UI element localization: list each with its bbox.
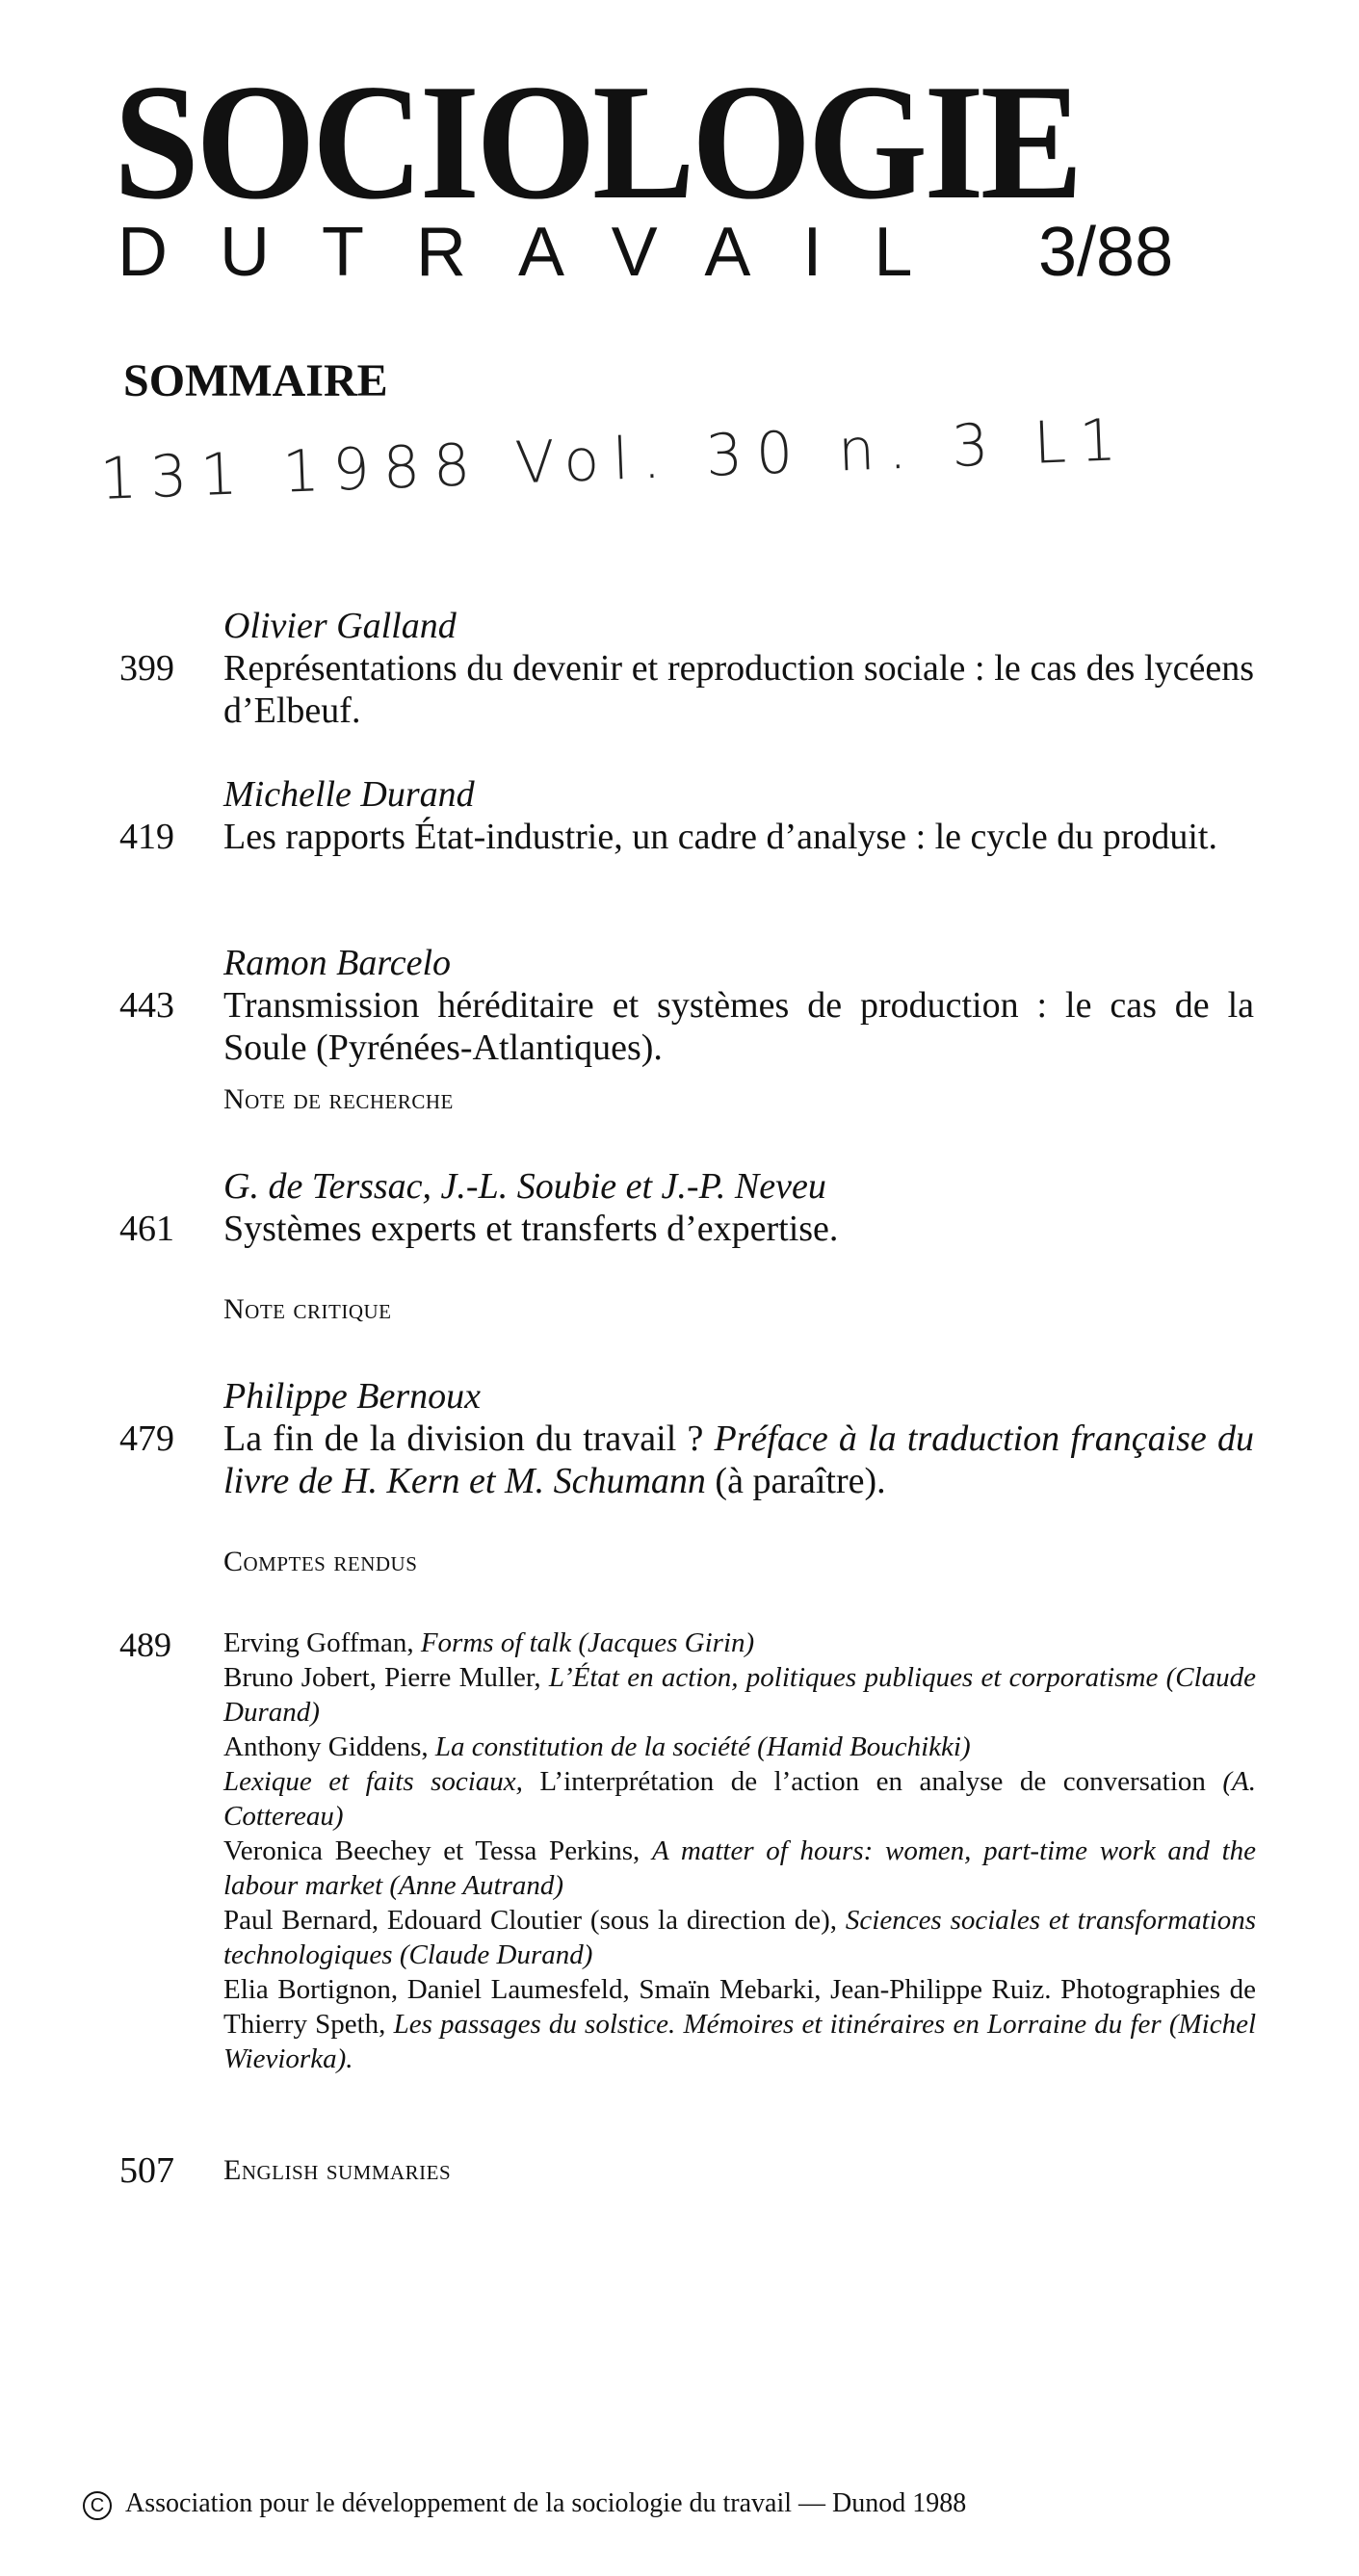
handwritten-note: 131 1988 Vol. 30 n. 3 L1: [98, 405, 1132, 513]
article-page: 443: [119, 985, 174, 1026]
review-work: Forms of talk (Jacques Girin): [420, 1627, 755, 1658]
review-authors: Paul Bernard, Edouard Cloutier (sous la direction de),: [223, 1905, 846, 1936]
section-label-summaries: English summaries: [223, 2154, 452, 2186]
article-title: Transmission héréditaire et systèmes de production : le cas de la Soule (Pyrénées-Atlantiques).: [223, 985, 1254, 1068]
article-author: G. de Terssac, J.-L. Soubie et J.-P. Neveu: [223, 1166, 826, 1207]
copyright-text: Association pour le développement de la sociologie du travail — Dunod 1988: [125, 2488, 967, 2518]
article-page: 479: [119, 1418, 174, 1459]
review-authors: Anthony Giddens,: [223, 1731, 435, 1762]
review-authors: Erving Goffman,: [223, 1627, 421, 1658]
review-authors: Elia Bortignon, Daniel Laumesfeld, Smaïn Mebarki, Jean-Philippe Ruiz. Photographies de Thierry Speth,: [223, 1974, 1256, 2040]
review-lead: Lexique et faits sociaux,: [223, 1766, 540, 1797]
article-title: Les rapports État-industrie, un cadre d’analyse : le cycle du produit.: [223, 817, 1217, 857]
title-italic: Préface à la traduction française du livre de H. Kern et M. Schumann: [223, 1418, 1254, 1501]
review-item: [223, 1834, 1256, 1903]
review-authors: Bruno Jobert, Pierre Muller,: [223, 1662, 549, 1693]
title-plain: La fin de la division du travail ?: [223, 1418, 715, 1459]
contents-heading: SOMMAIRE: [123, 355, 388, 406]
article-page: 419: [119, 817, 174, 857]
article-page: 399: [119, 648, 174, 689]
article-author: Philippe Bernoux: [223, 1376, 481, 1417]
section-label-research-note: Note de recherche: [223, 1083, 454, 1115]
title-tail: (à paraître).: [705, 1461, 886, 1501]
reviews-list: [223, 1626, 1256, 2076]
copyright-icon: C: [83, 2491, 112, 2520]
review-item: [223, 1764, 1256, 1834]
reviews-page: 489: [119, 1626, 171, 1664]
review-item: [223, 1972, 1256, 2076]
review-rest: L’interprétation de l’action en analyse de conversation: [539, 1766, 1223, 1797]
section-label-critical-note: Note critique: [223, 1293, 392, 1325]
review-item: [223, 1903, 1256, 1972]
copyright-footer: [83, 2490, 966, 2520]
review-work: Sciences sociales et transformations technologiques (Claude Durand): [223, 1905, 1256, 1970]
journal-title: SOCIOLOGIE: [114, 51, 1080, 234]
review-item: [223, 1730, 1256, 1764]
article-author: Olivier Galland: [223, 606, 457, 646]
review-work: (A. Cottereau): [223, 1766, 1256, 1832]
review-work: A matter of hours: women, part-time work and the labour market (Anne Autrand): [223, 1835, 1256, 1901]
review-work: L’État en action, politiques publiques et corporatisme (Claude Durand): [223, 1662, 1256, 1728]
article-author: Ramon Barcelo: [223, 943, 452, 983]
review-authors: Veronica Beechey et Tessa Perkins,: [223, 1835, 653, 1866]
section-label-reviews: Comptes rendus: [223, 1546, 418, 1577]
review-work: La constitution de la société (Hamid Bouchikki): [434, 1731, 971, 1762]
issue-number: 3/88: [1038, 214, 1174, 291]
summaries-page: 507: [119, 2150, 174, 2191]
review-item: [223, 1660, 1256, 1730]
article-page: 461: [119, 1209, 174, 1249]
review-work: Les passages du solstice. Mémoires et itinéraires en Lorraine du fer (Michel Wieviorka).: [223, 2009, 1256, 2074]
article-author: Michelle Durand: [223, 774, 475, 815]
article-title: Systèmes experts et transferts d’expertise.: [223, 1209, 839, 1249]
review-item: [223, 1626, 1256, 1660]
article-title: [223, 1418, 1254, 1502]
article-title: Représentations du devenir et reproduction sociale : le cas des lycéens d’Elbeuf.: [223, 648, 1254, 731]
journal-subtitle: DUTRAVAIL: [118, 214, 965, 291]
